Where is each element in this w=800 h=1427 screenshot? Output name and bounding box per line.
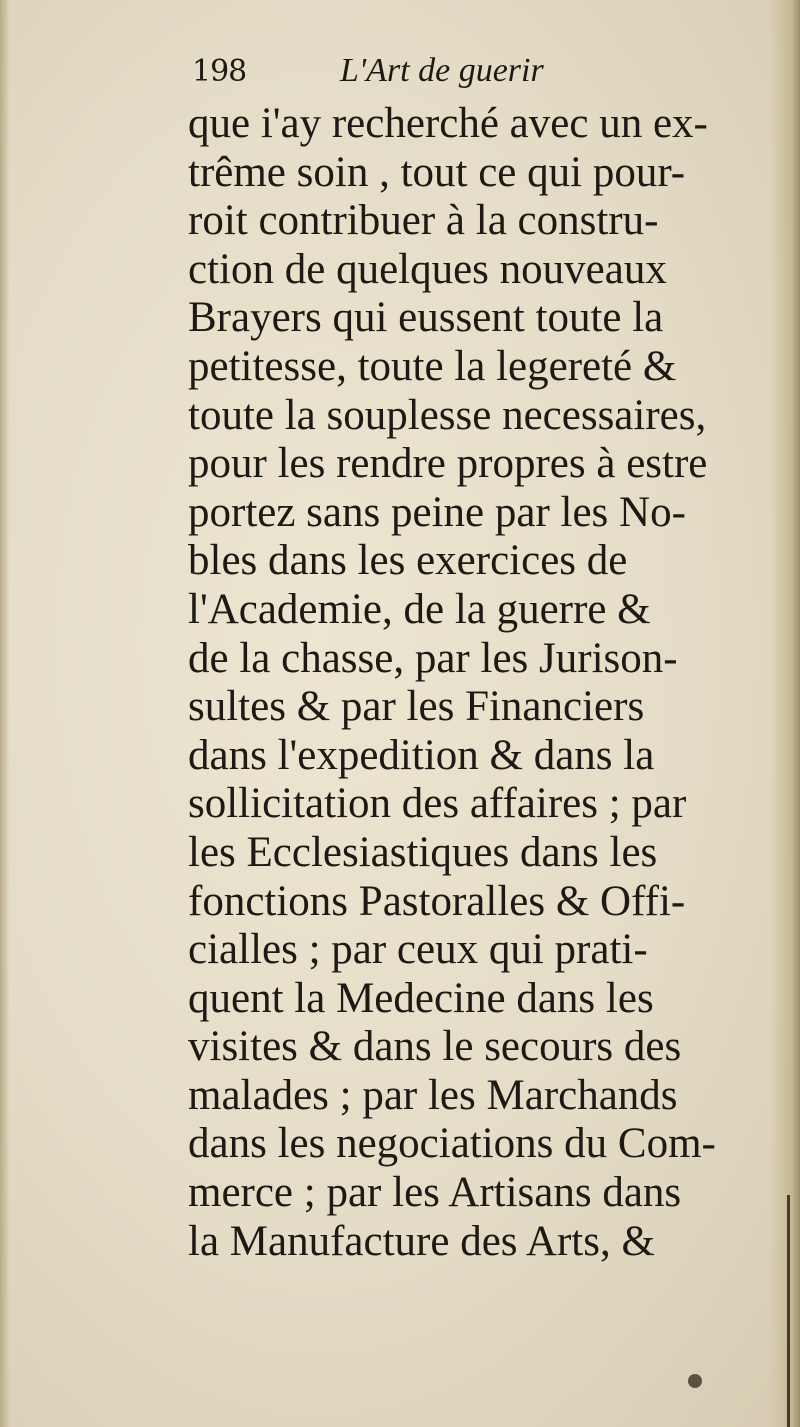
text-line: malades ; par les Marchands — [188, 1071, 678, 1119]
text-line: dans l'expedition & dans la — [188, 731, 655, 779]
text-line: dans les negociations du Com- — [188, 1120, 716, 1168]
text-line: Brayers qui eussent toute la — [188, 294, 664, 342]
text-line: l'Academie, de la guerre & — [188, 585, 651, 633]
text-line: les Ecclesiastiques dans les — [188, 828, 658, 876]
page-edge-right — [770, 0, 800, 1427]
text-line: visites & dans le secours des — [188, 1023, 682, 1071]
running-head — [180, 50, 650, 100]
page-edge-left — [0, 0, 10, 1427]
text-line: fonctions Pastoralles & Offi- — [188, 877, 686, 925]
text-line: ction de quelques nouveaux — [188, 245, 667, 293]
text-line: trême soin , tout ce qui pour- — [188, 148, 686, 196]
text-line: pour les rendre propres à estre — [188, 440, 708, 488]
text-line: merce ; par les Artisans dans — [188, 1169, 682, 1217]
text-line: sollicitation des affaires ; par — [188, 780, 687, 828]
text-line: petitesse, toute la legereté & — [188, 342, 677, 390]
text-line: que i'ay recherché avec un ex- — [188, 100, 708, 147]
text-line: roit contribuer à la constru- — [188, 197, 659, 245]
page-number: 198 — [192, 54, 247, 89]
text-line: de la chasse, par les Jurison- — [188, 634, 678, 682]
text-line: bles dans les exercices de — [188, 537, 628, 585]
ink-speck — [688, 1374, 702, 1388]
body-text — [188, 100, 768, 1266]
binding-edge-line — [787, 1195, 790, 1427]
text-line: toute la souplesse necessaires, — [188, 391, 707, 439]
text-line: quent la Medecine dans les — [188, 974, 654, 1022]
text-line: sultes & par les Financiers — [188, 683, 645, 731]
text-line: portez sans peine par les No- — [188, 488, 686, 536]
running-title: L'Art de guerir — [340, 52, 544, 89]
text-line: la Manufacture des Arts, & — [188, 1217, 655, 1265]
text-line: cialles ; par ceux qui prati- — [188, 926, 648, 974]
